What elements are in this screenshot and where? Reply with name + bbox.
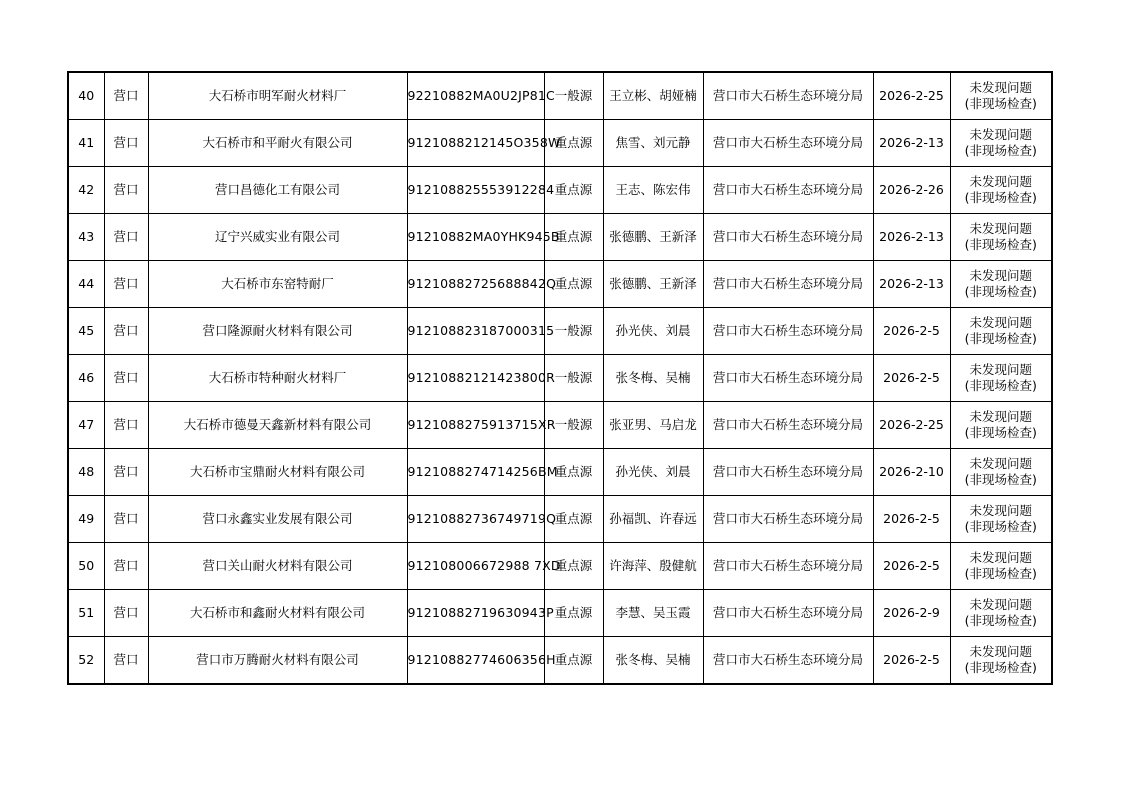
result-cell: [950, 167, 1052, 214]
company-name-cell: 大石桥市德曼天鑫新材料有限公司: [148, 402, 407, 449]
city-cell: 营口: [104, 72, 148, 120]
source-type-cell: 一般源: [544, 402, 603, 449]
agency-cell: 营口市大石桥生态环境分局: [703, 496, 873, 543]
city-cell: 营口: [104, 355, 148, 402]
agency-cell: 营口市大石桥生态环境分局: [703, 355, 873, 402]
table-row: [68, 402, 1052, 449]
city-cell: 营口: [104, 543, 148, 590]
inspectors-cell: 张德鹏、王新泽: [603, 214, 703, 261]
result-note: (非现场检查): [964, 190, 1037, 205]
inspection-date-cell: 2026-2-5: [873, 637, 950, 685]
row-number: 47: [68, 402, 104, 449]
city-cell: 营口: [104, 167, 148, 214]
result-text: 未发现问题: [969, 80, 1032, 95]
credit-code-cell: 912108825553912284: [407, 167, 544, 214]
inspectors-cell: 李慧、吴玉霞: [603, 590, 703, 637]
inspection-date-cell: 2026-2-5: [873, 308, 950, 355]
result-note: (非现场检查): [964, 237, 1037, 252]
row-number: 48: [68, 449, 104, 496]
inspection-records-table: [67, 71, 1053, 685]
city-cell: 营口: [104, 214, 148, 261]
company-name-cell: 大石桥市宝鼎耐火材料有限公司: [148, 449, 407, 496]
result-text: 未发现问题: [969, 503, 1032, 518]
result-cell: [950, 496, 1052, 543]
source-type-cell: 重点源: [544, 637, 603, 685]
result-note: (非现场检查): [964, 472, 1037, 487]
row-number: 46: [68, 355, 104, 402]
credit-code-cell: 9121088212145O358W: [407, 120, 544, 167]
table-row: [68, 449, 1052, 496]
source-type-cell: 重点源: [544, 261, 603, 308]
company-name-cell: 营口昌德化工有限公司: [148, 167, 407, 214]
credit-code-cell: 9121088275913715XR: [407, 402, 544, 449]
inspectors-cell: 孙光侠、刘晨: [603, 449, 703, 496]
table-row: [68, 167, 1052, 214]
row-number: 49: [68, 496, 104, 543]
inspectors-cell: 王志、陈宏伟: [603, 167, 703, 214]
inspectors-cell: 王立彬、胡娅楠: [603, 72, 703, 120]
row-number: 52: [68, 637, 104, 685]
agency-cell: 营口市大石桥生态环境分局: [703, 637, 873, 685]
inspectors-cell: 许海萍、殷健航: [603, 543, 703, 590]
company-name-cell: 营口市万腾耐火材料有限公司: [148, 637, 407, 685]
result-cell: [950, 72, 1052, 120]
company-name-cell: 营口隆源耐火材料有限公司: [148, 308, 407, 355]
inspectors-cell: 张亚男、马启龙: [603, 402, 703, 449]
result-note: (非现场检查): [964, 425, 1037, 440]
inspection-date-cell: 2026-2-10: [873, 449, 950, 496]
inspection-date-cell: 2026-2-5: [873, 355, 950, 402]
row-number: 51: [68, 590, 104, 637]
table-row: [68, 261, 1052, 308]
credit-code-cell: 91210882MA0YHK945B: [407, 214, 544, 261]
credit-code-cell: 92210882MA0U2JP81C: [407, 72, 544, 120]
credit-code-cell: 91210882121423800R: [407, 355, 544, 402]
result-cell: [950, 355, 1052, 402]
company-name-cell: 大石桥市东窑特耐厂: [148, 261, 407, 308]
city-cell: 营口: [104, 637, 148, 685]
result-cell: [950, 261, 1052, 308]
credit-code-cell: 9121088274714256BM: [407, 449, 544, 496]
row-number: 50: [68, 543, 104, 590]
result-note: (非现场检查): [964, 331, 1037, 346]
credit-code-cell: 91210882736749719Q: [407, 496, 544, 543]
result-text: 未发现问题: [969, 550, 1032, 565]
agency-cell: 营口市大石桥生态环境分局: [703, 120, 873, 167]
result-cell: [950, 590, 1052, 637]
table-row: [68, 543, 1052, 590]
city-cell: 营口: [104, 120, 148, 167]
agency-cell: 营口市大石桥生态环境分局: [703, 590, 873, 637]
result-note: (非现场检查): [964, 284, 1037, 299]
city-cell: 营口: [104, 449, 148, 496]
agency-cell: 营口市大石桥生态环境分局: [703, 167, 873, 214]
row-number: 45: [68, 308, 104, 355]
inspection-date-cell: 2026-2-13: [873, 261, 950, 308]
inspectors-cell: 孙光侠、刘晨: [603, 308, 703, 355]
inspection-date-cell: 2026-2-9: [873, 590, 950, 637]
company-name-cell: 营口永鑫实业发展有限公司: [148, 496, 407, 543]
company-name-cell: 大石桥市和鑫耐火材料有限公司: [148, 590, 407, 637]
inspection-date-cell: 2026-2-13: [873, 120, 950, 167]
agency-cell: 营口市大石桥生态环境分局: [703, 72, 873, 120]
source-type-cell: 一般源: [544, 355, 603, 402]
result-text: 未发现问题: [969, 597, 1032, 612]
city-cell: 营口: [104, 496, 148, 543]
source-type-cell: 重点源: [544, 449, 603, 496]
company-name-cell: 大石桥市特种耐火材料厂: [148, 355, 407, 402]
source-type-cell: 重点源: [544, 167, 603, 214]
table-row: [68, 214, 1052, 261]
result-text: 未发现问题: [969, 409, 1032, 424]
city-cell: 营口: [104, 590, 148, 637]
result-text: 未发现问题: [969, 315, 1032, 330]
result-note: (非现场检查): [964, 660, 1037, 675]
result-text: 未发现问题: [969, 268, 1032, 283]
inspectors-cell: 孙福凯、许春远: [603, 496, 703, 543]
result-note: (非现场检查): [964, 143, 1037, 158]
company-name-cell: 大石桥市和平耐火有限公司: [148, 120, 407, 167]
result-text: 未发现问题: [969, 174, 1032, 189]
table-row: [68, 496, 1052, 543]
agency-cell: 营口市大石桥生态环境分局: [703, 261, 873, 308]
result-note: (非现场检查): [964, 96, 1037, 111]
agency-cell: 营口市大石桥生态环境分局: [703, 308, 873, 355]
result-note: (非现场检查): [964, 566, 1037, 581]
inspection-date-cell: 2026-2-26: [873, 167, 950, 214]
source-type-cell: 重点源: [544, 496, 603, 543]
result-cell: [950, 449, 1052, 496]
result-cell: [950, 120, 1052, 167]
source-type-cell: 重点源: [544, 590, 603, 637]
inspectors-cell: 焦雪、刘元静: [603, 120, 703, 167]
result-note: (非现场检查): [964, 519, 1037, 534]
result-cell: [950, 543, 1052, 590]
table-row: [68, 120, 1052, 167]
inspectors-cell: 张德鹏、王新泽: [603, 261, 703, 308]
inspection-date-cell: 2026-2-13: [873, 214, 950, 261]
result-text: 未发现问题: [969, 456, 1032, 471]
inspectors-cell: 张冬梅、吴楠: [603, 355, 703, 402]
company-name-cell: 大石桥市明军耐火材料厂: [148, 72, 407, 120]
city-cell: 营口: [104, 308, 148, 355]
source-type-cell: 重点源: [544, 120, 603, 167]
result-text: 未发现问题: [969, 362, 1032, 377]
inspection-date-cell: 2026-2-25: [873, 402, 950, 449]
inspection-date-cell: 2026-2-5: [873, 496, 950, 543]
inspection-date-cell: 2026-2-5: [873, 543, 950, 590]
row-number: 43: [68, 214, 104, 261]
city-cell: 营口: [104, 402, 148, 449]
row-number: 40: [68, 72, 104, 120]
credit-code-cell: 912108823187000315: [407, 308, 544, 355]
result-text: 未发现问题: [969, 127, 1032, 142]
source-type-cell: 一般源: [544, 308, 603, 355]
row-number: 44: [68, 261, 104, 308]
inspection-date-cell: 2026-2-25: [873, 72, 950, 120]
inspectors-cell: 张冬梅、吴楠: [603, 637, 703, 685]
agency-cell: 营口市大石桥生态环境分局: [703, 543, 873, 590]
city-cell: 营口: [104, 261, 148, 308]
source-type-cell: 重点源: [544, 214, 603, 261]
credit-code-cell: 912108006672988 7XD: [407, 543, 544, 590]
result-cell: [950, 402, 1052, 449]
company-name-cell: 营口关山耐火材料有限公司: [148, 543, 407, 590]
table-row: [68, 590, 1052, 637]
table-row: [68, 72, 1052, 120]
agency-cell: 营口市大石桥生态环境分局: [703, 402, 873, 449]
source-type-cell: 一般源: [544, 72, 603, 120]
credit-code-cell: 91210882719630943P: [407, 590, 544, 637]
row-number: 41: [68, 120, 104, 167]
agency-cell: 营口市大石桥生态环境分局: [703, 214, 873, 261]
result-text: 未发现问题: [969, 644, 1032, 659]
result-cell: [950, 637, 1052, 685]
result-note: (非现场检查): [964, 613, 1037, 628]
table-body: [68, 72, 1052, 684]
row-number: 42: [68, 167, 104, 214]
result-cell: [950, 308, 1052, 355]
source-type-cell: 重点源: [544, 543, 603, 590]
result-note: (非现场检查): [964, 378, 1037, 393]
credit-code-cell: 91210882774606356H: [407, 637, 544, 685]
table-row: [68, 637, 1052, 685]
table-row: [68, 355, 1052, 402]
company-name-cell: 辽宁兴威实业有限公司: [148, 214, 407, 261]
agency-cell: 营口市大石桥生态环境分局: [703, 449, 873, 496]
result-cell: [950, 214, 1052, 261]
credit-code-cell: 91210882725688842Q: [407, 261, 544, 308]
result-text: 未发现问题: [969, 221, 1032, 236]
table-row: [68, 308, 1052, 355]
